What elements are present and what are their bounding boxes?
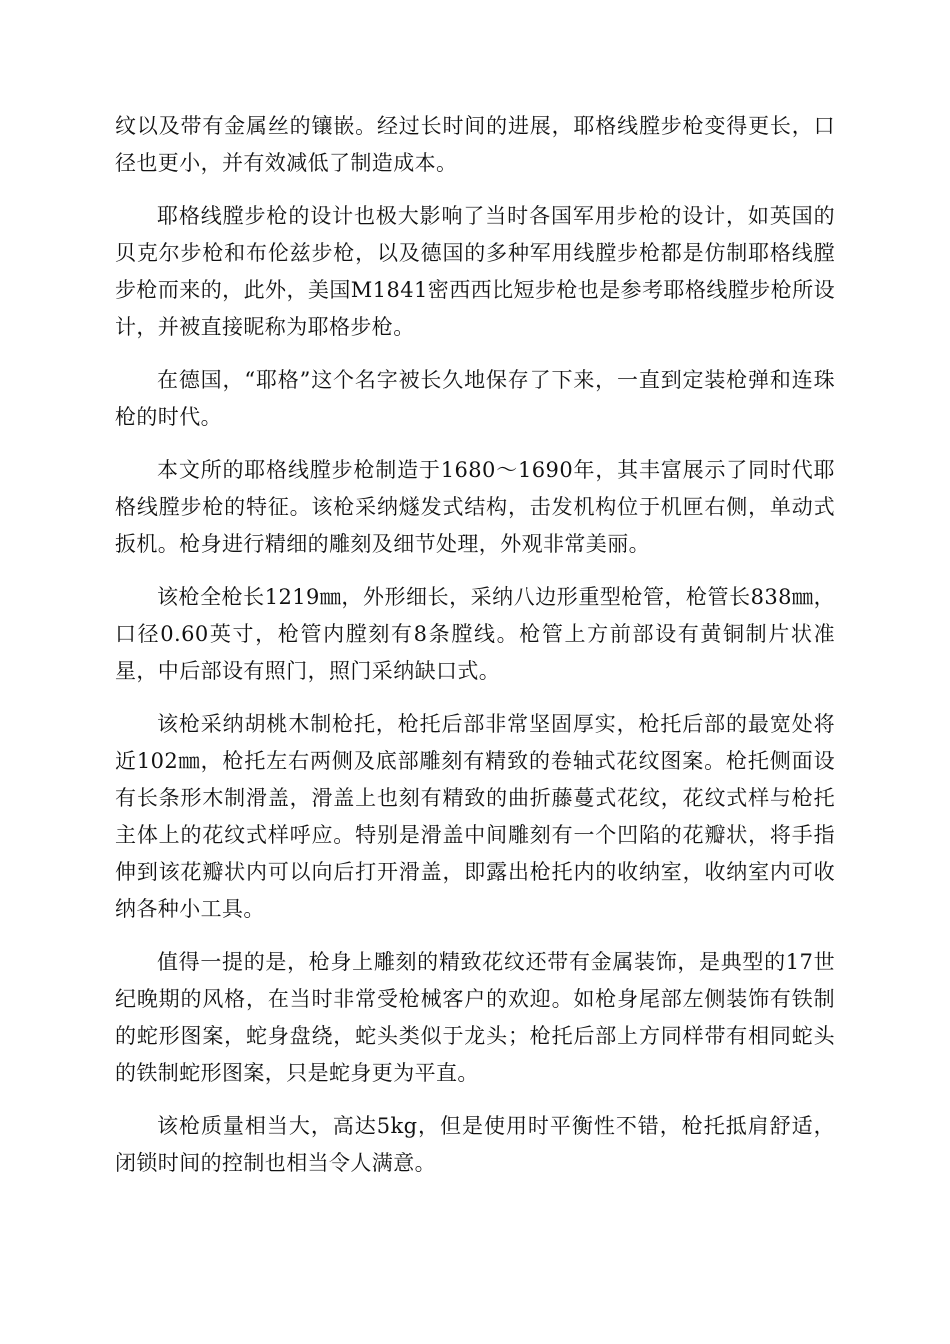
paragraph-4: 本文所的耶格线膛步枪制造于1680～1690年，其丰富展示了同时代耶格线膛步枪的特征。该枪采纳燧发式结构，击发机构位于机匣右侧，单动式扳机。枪身进行精细的雕刻及细节处理，外观非常美丽。 bbox=[115, 458, 835, 556]
paragraph-5: 该枪全枪长1219㎜，外形细长，采纳八边形重型枪管，枪管长838㎜，口径0.60英寸，枪管内膛刻有8条膛线。枪管上方前部设有黄铜制片状准星，中后部设有照门，照门采纳缺口式。 bbox=[115, 585, 835, 683]
paragraph-8: 该枪质量相当大，高达5kg，但是使用时平衡性不错，枪托抵肩舒适，闭锁时间的控制也相当令人满意。 bbox=[115, 1114, 835, 1175]
paragraph-1: 纹以及带有金属丝的镶嵌。经过长时间的进展，耶格线膛步枪变得更长，口径也更小，并有效减低了制造成本。 bbox=[115, 114, 835, 175]
paragraph-7: 值得一提的是，枪身上雕刻的精致花纹还带有金属装饰，是典型的17世纪晚期的风格，在当时非常受枪械客户的欢迎。如枪身尾部左侧装饰有铁制的蛇形图案，蛇身盘绕，蛇头类似于龙头；枪托后部上方同样带有相同蛇头的铁制蛇形图案，只是蛇身更为平直。 bbox=[115, 950, 835, 1085]
paragraph-6: 该枪采纳胡桃木制枪托，枪托后部非常坚固厚实，枪托后部的最宽处将近102㎜，枪托左右两侧及底部雕刻有精致的卷轴式花纹图案。枪托侧面设有长条形木制滑盖，滑盖上也刻有精致的曲折藤蔓式花纹，花纹式样与枪托主体上的花纹式样呼应。特别是滑盖中间雕刻有一个凹陷的花瓣状，将手指伸到该花瓣状内可以向后打开滑盖，即露出枪托内的收纳室，收纳室内可收纳各种小工具。 bbox=[115, 712, 835, 921]
paragraph-3: 在德国，“耶格”这个名字被长久地保存了下来，一直到定装枪弹和连珠枪的时代。 bbox=[115, 368, 835, 429]
document-page bbox=[115, 108, 835, 1198]
paragraph-2: 耶格线膛步枪的设计也极大影响了当时各国军用步枪的设计，如英国的贝克尔步枪和布伦兹步枪，以及德国的多种军用线膛步枪都是仿制耶格线膛步枪而来的，此外，美国M1841密西西比短步枪也是参考耶格线膛步枪所设计，并被直接昵称为耶格步枪。 bbox=[115, 204, 835, 339]
